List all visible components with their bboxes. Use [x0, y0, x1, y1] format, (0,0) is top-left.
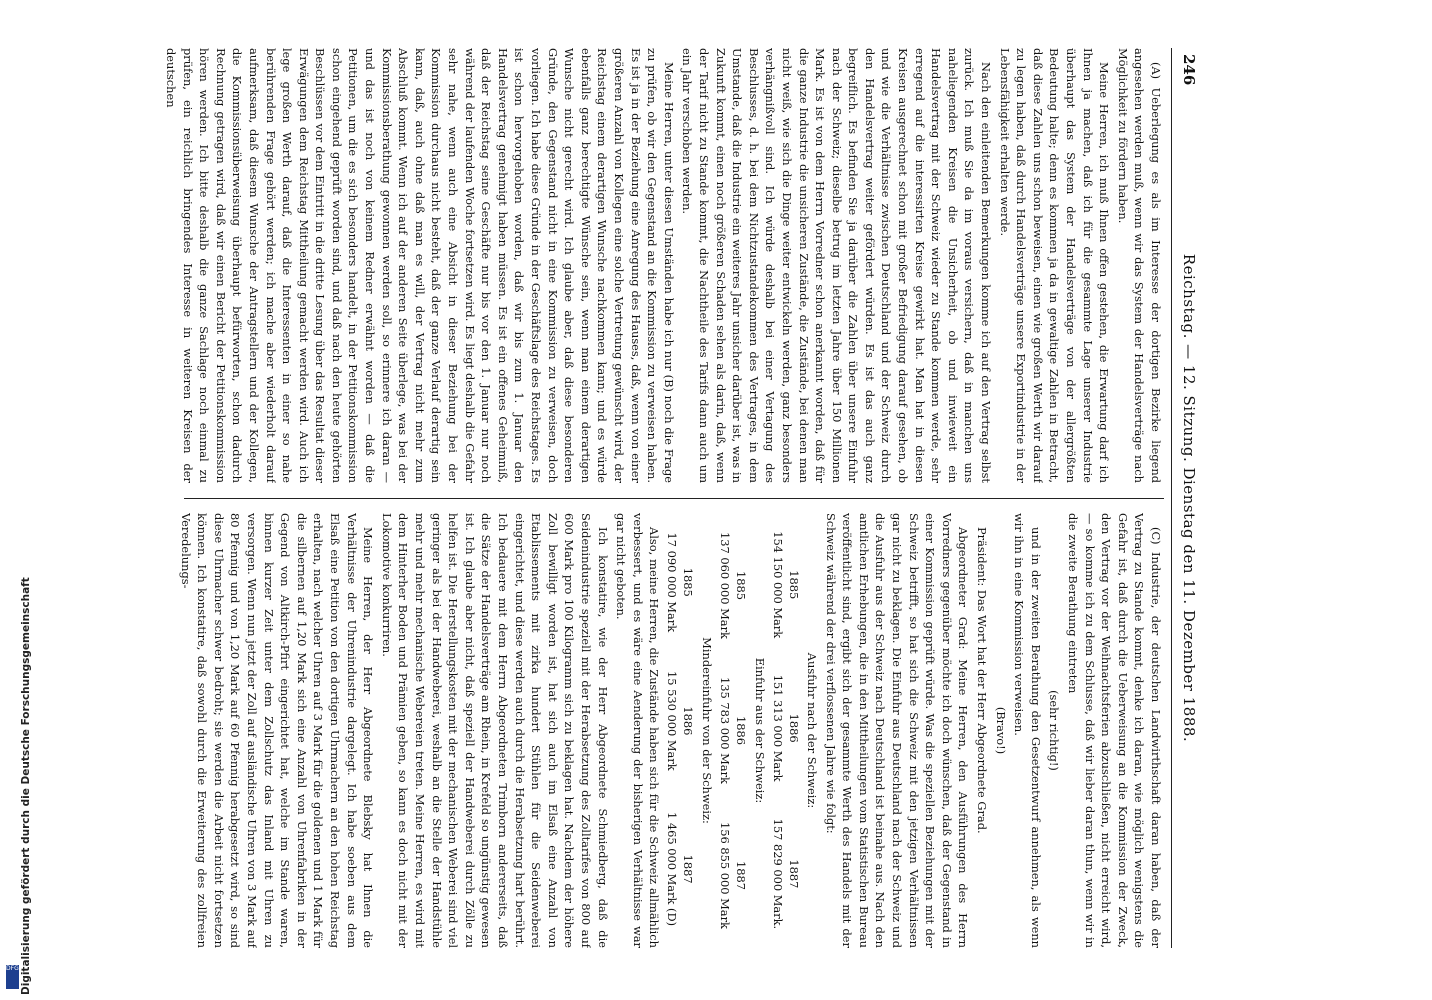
paragraph: Meine Herren, unter diesen Umständen habe ich nur (B) noch die Frage zu prüfen, ob wir den Gegenstand an die Kommission zu verweisen haben. Es ist ja in der Beziehung eine Anregung des Hauses, daß, wenn von einer größeren Anzahl von Kollegen eine solche Vertretung gewünscht wird, der Reichstag einem derartigen Wunsche nachkommen kann; und es würde ebenfalls ganz berechtigte Wünsche sein, wenn man einem derartigen Wunsche nicht gerecht wird. Ich glaube aber, daß diese besonderen Gründe, den Gegenstand nicht in eine Kommission zu verweisen, doch vorliegen. Ich habe diese Gründe in der Geschäftslage des Reichstages. Es ist schon hervorgehoben worden, daß wir bis zum 1. Januar den Handelsvertrag genehmigt haben müssen. Es ist ein offenes Geheimniß, daß der Reichstag seine Geschäfte nur bis vor den 1. Januar nur noch während der laufenden Woche fortsetzen wird. Es liegt deshalb die Gefahr sehr nahe, wenn auch eine Absicht in dieser Beziehung bei der Kommission durchaus nicht besteht, daß der ganze Verlauf derartig sein kann, daß, auch ohne daß man es will, der Vertrag nicht mehr zum Abschluß kommt. Wenn ich auf der anderen Seite überlege, was bei der Kommissionsberathung gewonnen werden soll, so erinnere ich daran — und das ist noch von keinem Redner erwähnt worden — daß die Petitionen, um die es sich besonders handelt, in der Petitionskommission schon eingehend geprüft worden sind, und daß nach den heute gehörten Beschlüssen vor dem Eintritt in die dritte Lesung über das Resultat dieser Erwägungen dem Reichstag Mittheilung gemacht werden wird. Auch ich lege großen Werth darauf, daß die Interessenten in einer so nahe berührenden Frage gehört werden; ich mache aber wiederholt darauf aufmerksam, daß diesem Wunsche der Antragstellern und der Kollegen, die Kommissionsüberweisung überhaupt befürworten, schon dadurch Rechnung getragen wird, daß wir einen Bericht der Petitionskommission hören werden. Ich bitte deshalb die ganze Sachlage noch einmal zu prüfen, ein reichlich bringendes Interesse in weiteren Kreisen der deutschen [164, 48, 676, 483]
paragraph: Meine Herren, ich muß Ihnen offen gestehen, die Erwartung darf ich Ihnen ja machen, daß ich für die gesammte Lage unserer Industrie überhaupt das System der Handelsverträge von der allergrößten Bedeutung halte; denn es kommen ja da in gewaltige Zahlen in Betracht, daß diese Zahlen uns schon beweisen, einen wie großen Werth wir darauf zu legen haben, daß durch Handelsverträge unsere Exportindustrie in der Lebensfähigkeit erhalten werde. [997, 48, 1112, 483]
export-table [770, 513, 802, 948]
year-cell: 1887 [681, 854, 696, 884]
export-heading: Ausfuhr nach der Schweiz: [805, 652, 820, 809]
paragraph: Nach den einleitenden Bemerkungen komme ich auf den Vertrag selbst zurück. Ich muß Sie da im voraus versichern, daß in manchen uns naheliegenden Kreisen die Unsicherheit, ob und inwieweit ein Handelsvertrag mit der Schweiz wieder zu Stande kommen werde, sehr erregend auf die interessirten Kreise gewirkt hat. Man hat in diesen Kreisen ausgerechnet schon mit großer Befriedigung darauf gesehen, ob und wie die Verhältnisse zwischen Deutschland und der Schweiz durch den Handelsvertrag weiter gefördert würden. Es ist das auch ganz begreiflich. Es befinden Sie ja darüber die Zahlen über unsere Einfuhr nach der Schweiz; dieselbe betrug im letzten Jahre über 150 Millionen Mark. Es ist von dem Herrn Vorredner schon anerkannt worden, daß für die ganze Industrie die unsicheren Zustände, die Zustände, bei denen man nicht weiß, wie sich die Dinge weiter entwickeln werden, ganz besonders verhängnißvoll sind. Ich würde deshalb bei einer Vertagung des Beschlusses, d. h. bei dem Nichtzustandekommen des Vertrages, in dem Umstande, daß die Industrie ein weiteres Jahr unsicher darüber ist, was in Zukunft kommt, einen noch größeren Schaden sehen als darin, daß, wenn der Tarif nicht zu Stande kommt, die Nachtheile des Tarifs dann auch um ein Jahr verschoben werden. [680, 48, 994, 483]
right-column [164, 513, 1164, 948]
difference-table [664, 513, 696, 948]
page-number: 246 [1180, 54, 1198, 86]
paragraph: Also, meine Herren, die Zustände haben sich für die Schweiz allmählich verbessert, und es wäre eine Aenderung der bisherigen Verhältnisse war gar nicht geboten. [614, 513, 662, 948]
interjection: (Bravo!) [993, 706, 1008, 755]
president-line: Präsident: Das Wort hat der Herr Abgeordnete Grad. [975, 527, 990, 834]
import-heading: Einfuhr aus der Schweiz: [752, 657, 767, 804]
value-cell: 157 829 000 Mark. [770, 818, 785, 930]
header-rule [1171, 48, 1172, 948]
paragraph: Abgeordneter Grad: Meine Herren, den Ausführungen des Herrn Vorredners gegenüber möchte ich doch wünschen, daß der Gegenstand in einer Kommission geprüft würde. Was die speziellen Beziehungen mit der Schweiz betrifft, so hat sich die Schweiz mit den jetzigen Verhältnissen gar nicht zu beklagen. Die Einfuhr aus Deutschland nach der Schweiz und die Ausfuhr aus der Schweiz nach Deutschland ist beinahe aus. Nach den amtlichen Erhebungen, die in den Mittheilungen vom Statistischen Bureau veröffentlicht sind, ergibt sich der gesammte Werth des Handels mit der Schweiz während der drei verflossenen Jahre wie folgt: [823, 513, 971, 948]
value-cell: 15 530 000 Mark [665, 671, 680, 771]
value-cell: 135 783 000 Mark [717, 677, 732, 784]
left-column [164, 48, 1164, 483]
text-columns [164, 48, 1164, 948]
dfg-logo [6, 965, 19, 989]
year-cell: 1887 [733, 861, 748, 890]
year-cell: 1885 [733, 571, 748, 600]
paragraph: (A) Ueberlegung es als im Interesse der dortigen Bezirke liegend angesehen werden muß, wenn wir das System der Handelsverträge nach Möglichkeit zu fördern haben. [1115, 48, 1163, 483]
dfg-logo-text: DFG [6, 965, 19, 972]
import-table [717, 513, 749, 948]
year-cell: 1886 [681, 706, 696, 736]
digitization-credit [4, 0, 32, 1000]
paragraph: (C) Industrie, der deutschen Landwirthschaft daran haben, daß der Vertrag zu Stande kommt, denke ich daran, wie möglich wenigstens die Gefahr ist, daß durch die Ueberweisung an die Kommission der Zweck, den Vertrag vor der Weihnachtsferien abzuschließen, nicht erreicht wird, — so komme ich zu dem Schlusse, daß wir lieber daran thun, wenn wir in die zweite Berathung eintreten [1066, 513, 1163, 948]
difference-heading: Mindereinfuhr von der Schweiz: [699, 637, 714, 824]
paragraph: und in der zweiten Berathung den Gesetzentwurf annehmen, als wenn wir ihn in eine Kommission verweisen. [1012, 513, 1043, 948]
value-cell: 1 465 000 Mark (D) [665, 812, 680, 927]
year-cell: 1886 [786, 713, 801, 743]
page-title: Reichstag. — 12. Sitzung. Dienstag den 11. Dezember 1888. [1180, 253, 1198, 743]
year-cell: 1887 [786, 859, 801, 889]
paragraph: Ich konstatire, wie der Herr Abgeordnete Schmiedberg, daß die Seidenindustrie speziell mit der Herabsetzung des Zolltarifes von 800 auf 600 Mark pro 100 Kilogramm sich zu beklagen hat. Nachdem der höhere Zoll bewilligt worden ist, hat sich auch im Elsaß eine Anzahl von Etablissements mit zirka hundert Stühlen für die Seidenweberei eingerichtet, und diese werden auch durch die Herabsetzung hart berührt. Ich bedauere mit dem Herrn Abgeordneten Trimborn andererseits, daß die Sätze der Handelsverträge am Rhein, in Krefeld so ungünstig gewesen ist. Ich glaube aber nicht, daß speziell der Handweberei durch Zölle zu helfen ist. Die Herstellungskosten mit der mechanischen Weberei sind viel geringer als bei der Handweberei, weshalb an die Stelle der Handstühle mehr und mehr mechanische Webereien treten. Meine Herren, es wird mit dem Hinterher Boden und Prämien geben, so kann es doch nicht mit der Lokomotive konkurriren. [379, 513, 610, 948]
interjection: (sehr richtig!) [1047, 690, 1062, 771]
credit-text: Digitalisierung gefördert durch die Deutsche Forschungsgemeinschaft [20, 577, 32, 995]
value-cell: 154 150 000 Mark [770, 531, 785, 639]
year-cell: 1885 [681, 567, 696, 597]
value-cell: 137 060 000 Mark [717, 532, 732, 639]
value-cell: 17 090 000 Mark [665, 532, 680, 633]
year-cell: 1885 [786, 570, 801, 600]
year-cell: 1886 [733, 716, 748, 745]
value-cell: 151 313 000 Mark [770, 674, 785, 782]
rotated-sheet [164, 48, 1204, 948]
paragraph: Meine Herren, der Herr Abgeordnete Blebsky hat Ihnen die Verhältnisse der Uhrenindustrie dargelegt. Ich habe soeben aus dem Elsaß eine Petition von den dortigen Uhrmachern an den hohen Reichstag erhalten, nach welcher Uhren auf 3 Mark für die goldenen und 1 Mark für die silbernen auf 1,20 Mark sich eine Anzahl von Uhrenfabriken in der Gegend von Altkirch-Pfirt eingerichtet hat, welche im Stande waren, binnen kurzer Zeit unter dem Zollschutz das Inland mit Uhren zu versorgen. Wenn nun jetzt der Zoll auf ausländische Uhren von 3 Mark auf 80 Pfennig und von 1,20 Mark auf 60 Pfennig herabgesetzt wird, so sind diese Uhrmacher schwer bedroht; sie werden die Arbeit nicht fortsetzen können. Ich konstatire, daß sowohl durch die Erweiterung des zollfreien Veredelungs- [178, 513, 376, 948]
value-cell: 156 855 000 Mark [717, 822, 732, 929]
page-header [1170, 48, 1204, 948]
